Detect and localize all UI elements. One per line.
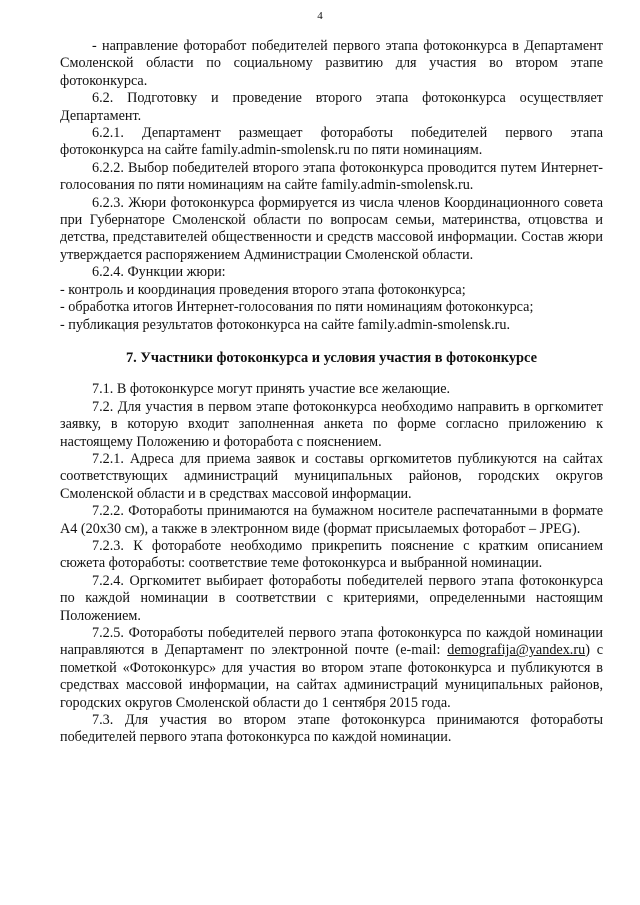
paragraph-6-2-3: 6.2.3. Жюри фотоконкурса формируется из числа членов Координационного совета при Губернаторе Смоленской области по вопросам семьи, материнства, отцовства и детства, представителей общественности и средств массовой информации. Состав жюри утверждается распоряжением Администрации Смоленской области.: [60, 194, 603, 263]
jury-function-item: - публикация результатов фотоконкурса на сайте family.admin-smolensk.ru.: [60, 316, 510, 333]
paragraph-7-3: 7.3. Для участия во втором этапе фотоконкурса принимаются фотоработы победителей первого этапа фотоконкурса по каждой номинации.: [60, 712, 603, 746]
jury-function-item: - контроль и координация проведения второго этапа фотоконкурса;: [60, 281, 466, 298]
section-7-heading: 7. Участники фотоконкурса и условия участия в фотоконкурсе: [125, 349, 537, 366]
page-number: 4: [317, 10, 323, 22]
paragraph-6-2: 6.2. Подготовку и проведение второго этапа фотоконкурса осуществляет Департамент.: [60, 90, 603, 124]
paragraph-7-2-2: 7.2.2. Фотоработы принимаются на бумажном носителе распечатанными в формате А4 (20х30 см), а также в электронном виде (формат присылаемых фоторабот – JPEG).: [60, 503, 603, 537]
paragraph-6-2-4: 6.2.4. Функции жюри:: [92, 264, 226, 281]
paragraph-intro: - направление фоторабот победителей первого этапа фотоконкурса в Департамент Смоленской области по социальному развитию для участия во втором этапе фотоконкурса.: [60, 38, 603, 89]
paragraph-7-2-1: 7.2.1. Адреса для приема заявок и составы оргкомитетов публикуются на сайтах соответствующих администраций муниципальных районов, городских округов Смоленской области и в средствах массовой информации.: [60, 450, 603, 502]
paragraph-7-2-5-text-start: 7.2.5. Фотоработы победителей первого этапа фотоконкурса по каждой номинации направляются в Департамент по электронной почте (e-mail:: [60, 625, 603, 659]
email-link[interactable]: demografija@yandex.ru: [447, 642, 586, 659]
paragraph-7-1: 7.1. В фотоконкурсе могут принять участие все желающие.: [92, 381, 451, 398]
paragraph-7-2-3: 7.2.3. К фотоработе необходимо прикрепить пояснение с кратким описанием сюжета фотоработы: соответствие теме фотоконкурса и выбранной номинации.: [60, 537, 603, 572]
paragraph-7-2-4: 7.2.4. Оргкомитет выбирает фотоработы победителей первого этапа фотоконкурса по каждой номинации в соответствии с критериями, определенными настоящим Положением.: [60, 572, 603, 624]
paragraph-6-2-2: 6.2.2. Выбор победителей второго этапа фотоконкурса проводится путем Интернет-голосования по пяти номинациям на сайте family.admin-smolensk.ru.: [60, 159, 603, 194]
paragraph-6-2-1: 6.2.1. Департамент размещает фотоработы победителей первого этапа фотоконкурса на сайте family.admin-smolensk.ru по пяти номинациям.: [60, 125, 603, 159]
paragraph-7-2-5: [60, 625, 603, 712]
paragraph-7-2: 7.2. Для участия в первом этапе фотоконкурса необходимо направить в оргкомитет заявку, в которую входит заполненная анкета по форме согласно приложению к настоящему Положению и фоторабота с пояснением.: [60, 398, 603, 450]
document-body: [60, 38, 603, 747]
paragraph-7-2-5-text-end: ) с пометкой «Фотоконкурс» для участия во втором этапе фотоконкурса и публикуются в средствах массовой информации, на сайтах администраций муниципальных районов, городских округов Смоленской области до 1 сентября 2015 года.: [60, 642, 604, 711]
jury-function-item: - обработка итогов Интернет-голосования по пяти номинациям фотоконкурса;: [60, 299, 534, 316]
